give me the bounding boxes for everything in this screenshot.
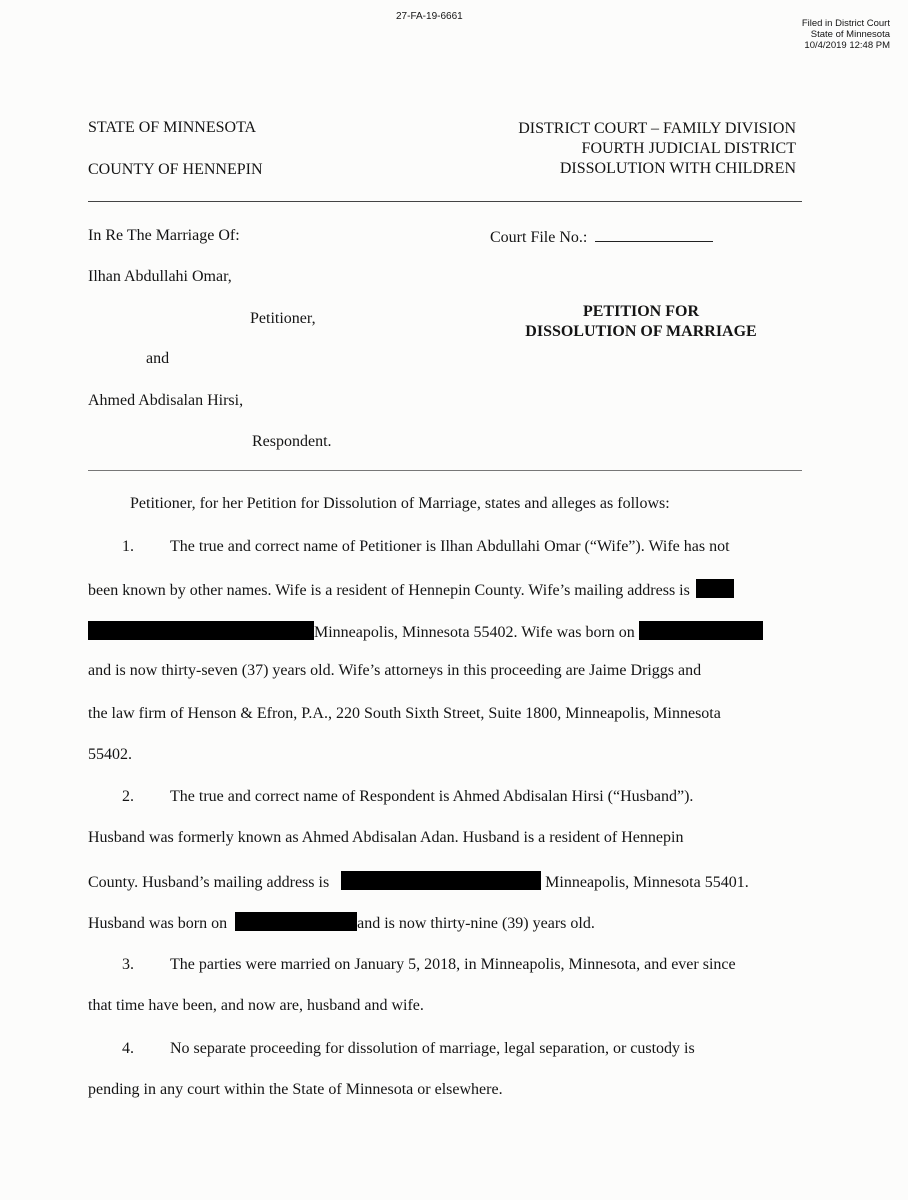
- paragraph-4-line: [122, 1040, 695, 1058]
- caption-divider: [88, 470, 802, 471]
- court-file-blank: [595, 227, 713, 242]
- court-heading: [518, 119, 796, 179]
- stamp-line: State of Minnesota: [810, 29, 890, 40]
- file-number: 27-FA-19-6661: [396, 11, 463, 22]
- paragraph-2-line: [122, 788, 693, 806]
- title-line: DISSOLUTION OF MARRIAGE: [525, 323, 757, 340]
- paragraph-text: The true and correct name of Petitioner is Ilhan Abdullahi Omar (“Wife”). Wife has not: [170, 538, 730, 555]
- redaction-bar: [639, 621, 763, 640]
- paragraph-number: 1.: [122, 538, 134, 555]
- redaction-bar: [341, 871, 541, 890]
- header-divider: [88, 201, 802, 202]
- paragraph-text: Minneapolis, Minnesota 55402. Wife was born on: [314, 624, 635, 641]
- respondent-name: Ahmed Abdisalan Hirsi,: [88, 392, 244, 409]
- court-file-number: [490, 227, 713, 247]
- petitioner-name: Ilhan Abdullahi Omar,: [88, 268, 232, 285]
- stamp-line: 10/4/2019 12:48 PM: [804, 40, 890, 51]
- paragraph-1-line: the law firm of Henson & Efron, P.A., 220 South Sixth Street, Suite 1800, Minneapolis, Minnesota: [88, 705, 721, 722]
- paragraph-3-line: that time have been, and now are, husband and wife.: [88, 997, 424, 1014]
- paragraph-number: 4.: [122, 1040, 134, 1057]
- county-heading: COUNTY OF HENNEPIN: [88, 161, 263, 178]
- paragraph-text: County. Husband’s mailing address is: [88, 874, 330, 891]
- paragraph-text: Minneapolis, Minnesota 55401.: [545, 874, 749, 891]
- in-re-label: In Re The Marriage Of:: [88, 227, 240, 244]
- court-file-label: Court File No.:: [490, 229, 588, 246]
- court-line: DISTRICT COURT – FAMILY DIVISION: [518, 120, 796, 137]
- paragraph-2-line: [88, 871, 749, 892]
- redaction-bar: [696, 579, 734, 598]
- respondent-role: Respondent.: [252, 433, 332, 450]
- paragraph-2-line: [88, 912, 595, 933]
- document-title: [500, 302, 782, 342]
- state-heading: STATE OF MINNESOTA: [88, 119, 257, 136]
- paragraph-3-line: [122, 956, 736, 974]
- paragraph-2-line: Husband was formerly known as Ahmed Abdisalan Adan. Husband is a resident of Hennepin: [88, 829, 684, 846]
- court-line: DISSOLUTION WITH CHILDREN: [559, 160, 796, 177]
- and-label: and: [146, 350, 170, 367]
- paragraph-text: The parties were married on January 5, 2018, in Minneapolis, Minnesota, and ever since: [170, 956, 736, 973]
- paragraph-1-line: [88, 621, 763, 642]
- court-line: FOURTH JUDICIAL DISTRICT: [581, 140, 796, 157]
- stamp-line: Filed in District Court: [801, 18, 890, 29]
- paragraph-text: and is now thirty-nine (39) years old.: [357, 915, 595, 932]
- paragraph-text: No separate proceeding for dissolution of marriage, legal separation, or custody is: [170, 1040, 695, 1057]
- redaction-bar: [88, 621, 314, 640]
- filing-stamp: [802, 18, 890, 51]
- petitioner-role: Petitioner,: [250, 310, 316, 327]
- paragraph-1-line: [88, 579, 734, 600]
- title-line: PETITION FOR: [582, 303, 699, 320]
- paragraph-1-line: 55402.: [88, 746, 132, 763]
- paragraph-1-line: [122, 538, 730, 556]
- paragraph-text: The true and correct name of Respondent is Ahmed Abdisalan Hirsi (“Husband”).: [170, 788, 694, 805]
- paragraph-1-line: and is now thirty-seven (37) years old. Wife’s attorneys in this proceeding are Jaime Driggs and: [88, 662, 702, 679]
- paragraph-text: Husband was born on: [88, 915, 228, 932]
- paragraph-4-line: pending in any court within the State of Minnesota or elsewhere.: [88, 1081, 503, 1098]
- intro-text: Petitioner, for her Petition for Dissolution of Marriage, states and alleges as follows:: [130, 495, 670, 512]
- paragraph-number: 2.: [122, 788, 134, 805]
- redaction-bar: [235, 912, 357, 931]
- paragraph-text: been known by other names. Wife is a resident of Hennepin County. Wife’s mailing address is: [88, 582, 690, 599]
- paragraph-number: 3.: [122, 956, 134, 973]
